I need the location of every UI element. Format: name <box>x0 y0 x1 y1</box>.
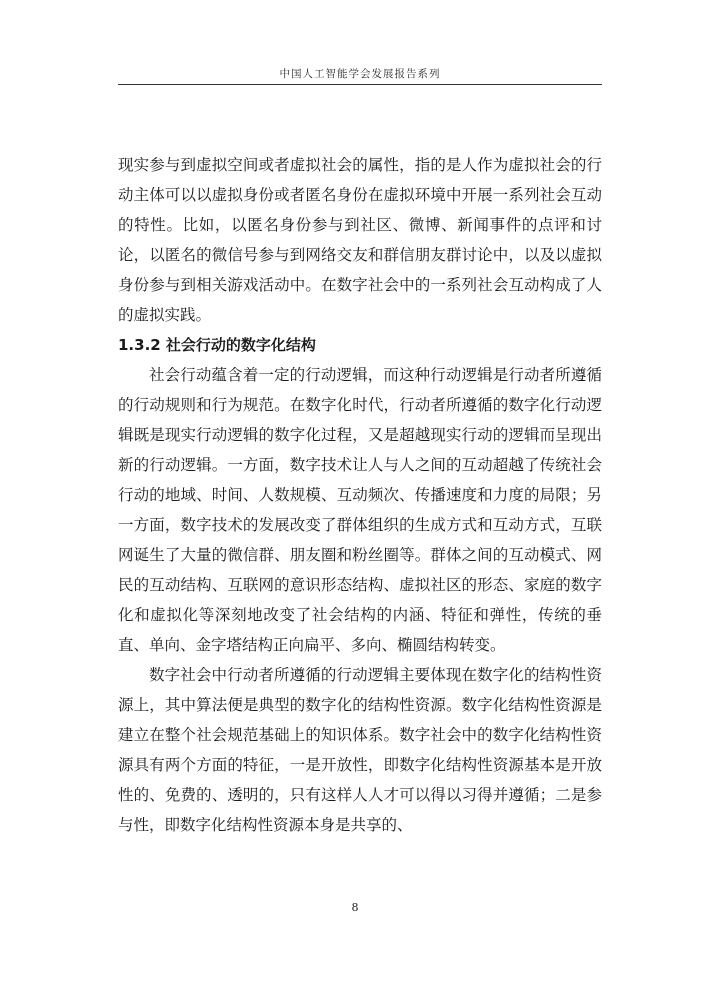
running-header: 中国人工智能学会发展报告系列 <box>279 68 441 80</box>
section-heading: 1.3.2 社会行动的数字化结构 <box>118 336 316 354</box>
paragraph-3: 数字社会中行动者所遵循的行动逻辑主要体现在数字化的结构性资源上，其中算法便是典型的数字化的结构性资源。数字化结构性资源是建立在整个社会规范基础上的知识体系。数字社会中的数字化结构性资源具有两个方面的特征，一是开放性，即数字化结构性资源基本是开放性的、免费的、透明的，只有这样人人才可以得以习得并遵循；二是参与性，即数字化结构性资源本身是共享的、 <box>118 666 602 834</box>
paragraph-1: 现实参与到虚拟空间或者虚拟社会的属性，指的是人作为虚拟社会的行动主体可以以虚拟身份或者匿名身份在虚拟环境中开展一系列社会互动的特性。比如，以匿名身份参与到社区、微博、新闻事件的点评和讨论，以匿名的微信号参与到网络交友和群信朋友群讨论中，以及以虚拟身份参与到相关游戏活动中。在数字社会中的一系列社会互动构成了人的虚拟实践。 <box>118 156 602 324</box>
header-rule <box>118 84 602 85</box>
page-body <box>118 150 602 840</box>
paragraph-2: 社会行动蕴含着一定的行动逻辑，而这种行动逻辑是行动者所遵循的行动规则和行为规范。在数字化时代，行动者所遵循的数字化行动逻辑既是现实行动逻辑的数字化过程，又是超越现实行动的逻辑而呈现出新的行动逻辑。一方面，数字技术让人与人之间的互动超越了传统社会行动的地域、时间、人数规模、互动频次、传播速度和力度的局限；另一方面，数字技术的发展改变了群体组织的生成方式和互动方式，互联网诞生了大量的微信群、朋友圈和粉丝圈等。群体之间的互动模式、网民的互动结构、互联网的意识形态结构、虚拟社区的形态、家庭的数字化和虚拟化等深刻地改变了社会结构的内涵、特征和弹性，传统的垂直、单向、金字塔结构正向扁平、多向、椭圆结构转变。 <box>118 366 602 654</box>
page-number: 8 <box>351 901 359 914</box>
